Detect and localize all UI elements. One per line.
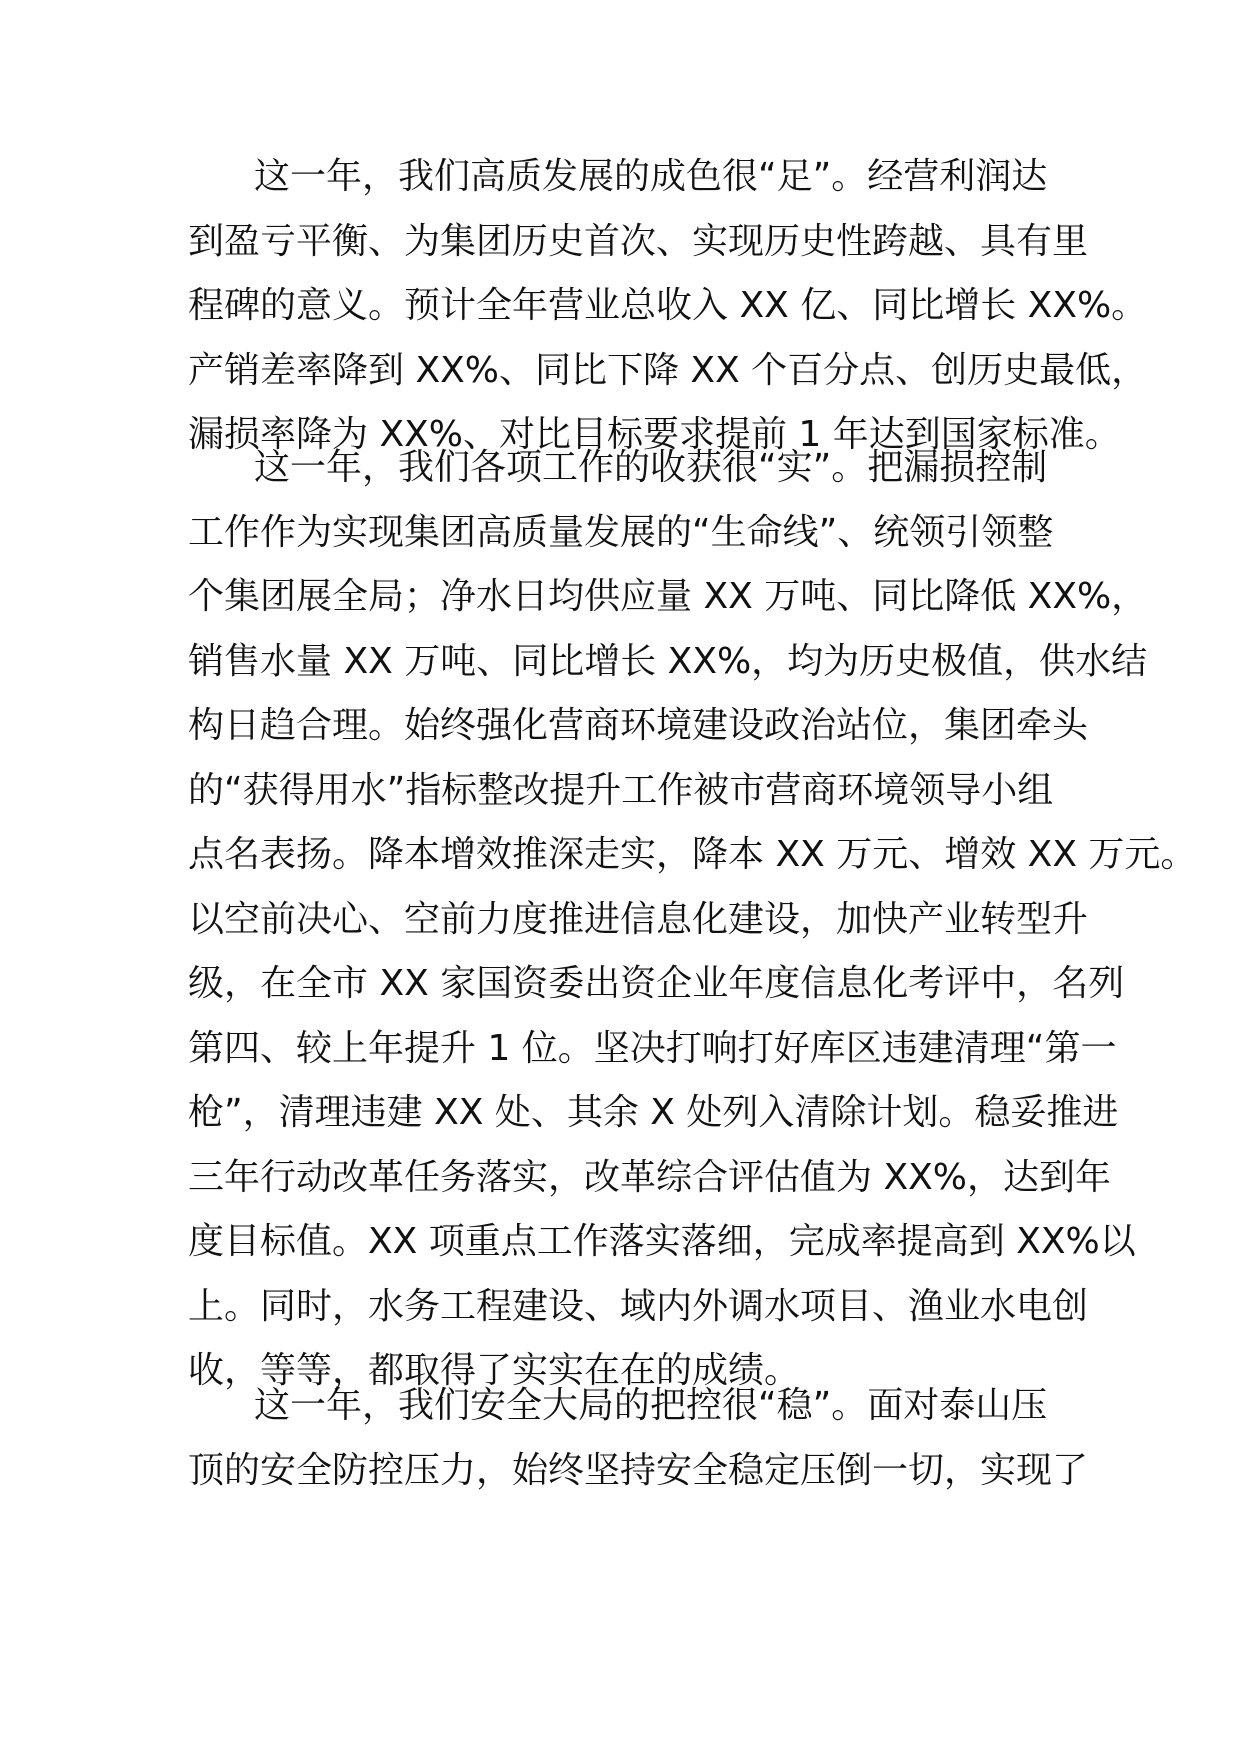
paragraph-line: 枪”，清理违建 XX 处、其余 X 处列入清除计划。稳妥推进	[188, 1092, 1119, 1133]
paragraph-line: 以空前决心、空前力度推进信息化建设，加快产业转型升	[188, 898, 1089, 940]
paragraph-line: 度目标值。XX 项重点工作落实落细，完成率提高到 XX%以	[188, 1221, 1136, 1262]
paragraph-line: 级，在全市 XX 家国资委出资企业年度信息化考评中，名列	[188, 963, 1125, 1004]
paragraph-line: 上。同时，水务工程建设、域内外调水项目、渔业水电创	[188, 1285, 1089, 1327]
paragraph-2	[188, 436, 1197, 1404]
paragraph-line: 工作作为实现集团高质量发展的“生命线”、统领引领整	[188, 511, 1054, 553]
paragraph-1	[188, 145, 1148, 468]
paragraph-line: 到盈亏平衡、为集团历史首次、实现历史性跨越、具有里	[188, 220, 1089, 262]
paragraph-line: 漏损率降为 XX%、对比目标要求提前 1 年达到国家标准。	[188, 414, 1121, 455]
paragraph-line: 产销差率降到 XX%、同比下降 XX 个百分点、创历史最低，	[188, 349, 1148, 391]
paragraph-line: 的“获得用水”指标整改提升工作被市营商环境领导小组	[188, 769, 1054, 811]
paragraph-line: 这一年，我们安全大局的把控很“稳”。面对泰山压	[254, 1385, 1048, 1426]
paragraph-line: 构日趋合理。始终强化营商环境建设政治站位，集团牵头	[188, 705, 1089, 746]
paragraph-line: 这一年，我们高质发展的成色很“足”。经营利润达	[254, 156, 1048, 197]
paragraph-3	[188, 1374, 1089, 1503]
paragraph-line: 个集团展全局；净水日均供应量 XX 万吨、同比降低 XX%，	[188, 576, 1148, 617]
paragraph-line: 第四、较上年提升 1 位。坚决打响打好库区违建清理“第一	[188, 1027, 1117, 1069]
paragraph-line: 这一年，我们各项工作的收获很“实”。把漏损控制	[254, 447, 1048, 488]
paragraph-line: 顶的安全防控压力，始终坚持安全稳定压倒一切，实现了	[188, 1449, 1089, 1491]
paragraph-line: 销售水量 XX 万吨、同比增长 XX%，均为历史极值，供水结	[188, 640, 1148, 682]
paragraph-line: 三年行动改革任务落实，改革综合评估值为 XX%，达到年	[188, 1156, 1111, 1198]
paragraph-line: 收，等等，都取得了实实在在的成绩。	[188, 1350, 801, 1391]
paragraph-line: 点名表扬。降本增效推深走实，降本 XX 万元、增效 XX 万元。	[188, 834, 1197, 875]
paragraph-line: 程碑的意义。预计全年营业总收入 XX 亿、同比增长 XX%。	[188, 285, 1148, 326]
